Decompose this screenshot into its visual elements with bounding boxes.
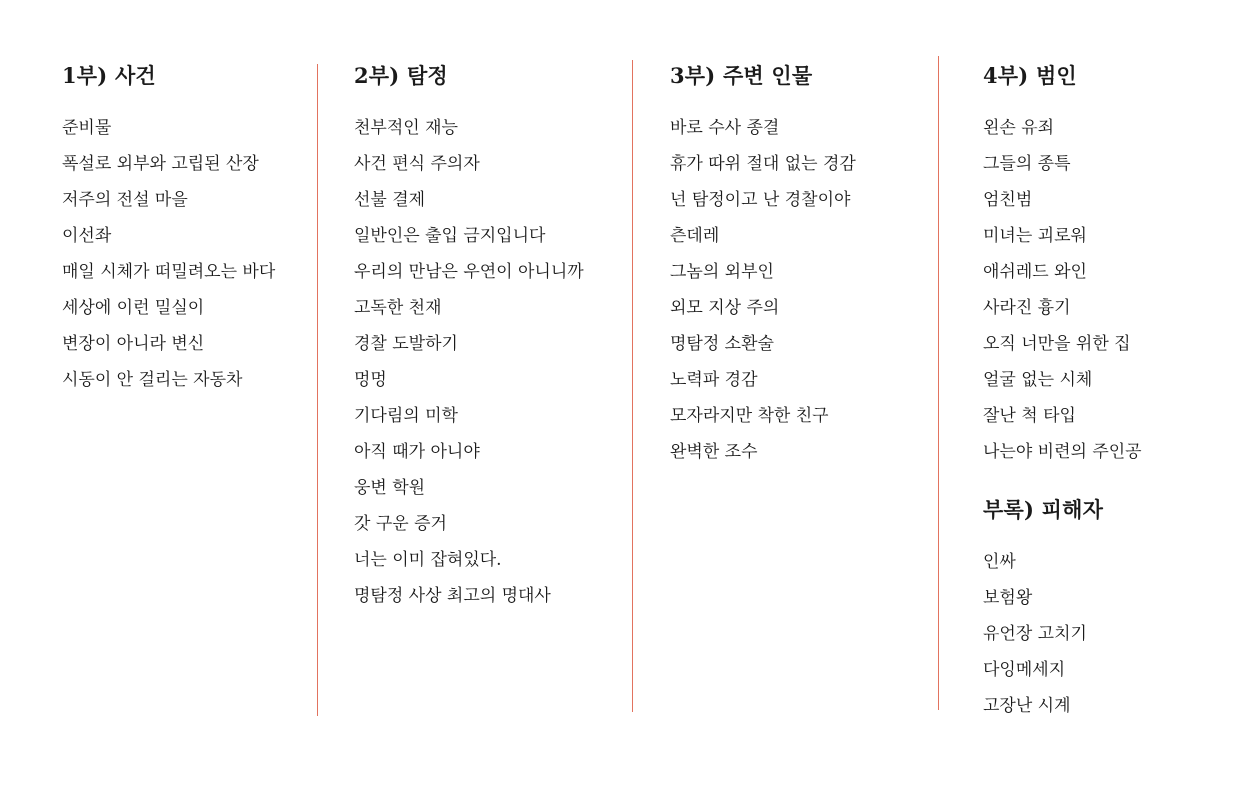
list-item: 왼손 유죄 (983, 118, 1055, 138)
list-item: 너는 이미 잡혀있다. (354, 550, 502, 570)
list-item: 휴가 따위 절대 없는 경감 (670, 154, 856, 174)
list-item: 사라진 흉기 (983, 298, 1071, 318)
list-item: 명탐정 소환술 (670, 334, 774, 354)
list-item: 아직 때가 아니야 (354, 442, 480, 462)
list-item: 고독한 천재 (354, 298, 442, 318)
list-item: 얼굴 없는 시체 (983, 370, 1093, 390)
list-item: 다잉메세지 (983, 660, 1066, 680)
list-item: 세상에 이런 밀실이 (62, 298, 205, 318)
list-item: 명탐정 사상 최고의 명대사 (354, 586, 551, 606)
appendix-list (983, 544, 1142, 724)
list-item: 멍멍 (354, 370, 387, 390)
list-item: 보험왕 (983, 588, 1033, 608)
list-item: 기다림의 미학 (354, 406, 458, 426)
list-item: 우리의 만남은 우연이 아니니까 (354, 262, 584, 282)
list-item: 그놈의 외부인 (670, 262, 774, 282)
list-item: 경찰 도발하기 (354, 334, 458, 354)
column-divider-1 (317, 64, 318, 716)
list-item: 인싸 (983, 552, 1016, 572)
list-item: 매일 시체가 떠밀려오는 바다 (62, 262, 276, 282)
list-item: 시동이 안 걸리는 자동차 (62, 370, 243, 390)
column-divider-2 (632, 60, 633, 712)
list-item: 그들의 종특 (983, 154, 1071, 174)
list-item: 오직 너만을 위한 집 (983, 334, 1131, 354)
list-item: 천부적인 재능 (354, 118, 458, 138)
list-item: 웅변 학원 (354, 478, 426, 498)
section-title: 2부) 탐정 (354, 63, 448, 88)
section-part-1 (62, 58, 275, 398)
item-list (670, 110, 856, 470)
item-list (983, 110, 1142, 470)
list-item: 애쉬레드 와인 (983, 262, 1087, 282)
list-item: 저주의 전설 마을 (62, 190, 188, 210)
item-list (354, 110, 584, 614)
list-item: 외모 지상 주의 (670, 298, 780, 318)
list-item: 유언장 고치기 (983, 624, 1087, 644)
item-list (62, 110, 275, 398)
list-item: 변장이 아니라 변신 (62, 334, 205, 354)
list-item: 일반인은 출입 금지입니다 (354, 226, 546, 246)
list-item: 엄친범 (983, 190, 1033, 210)
section-part-3 (670, 58, 856, 470)
list-item: 노력파 경감 (670, 370, 758, 390)
column-divider-3 (938, 56, 939, 710)
section-part-2 (354, 58, 584, 614)
list-item: 갓 구운 증거 (354, 514, 447, 534)
section-title: 4부) 범인 (983, 63, 1077, 88)
list-item: 모자라지만 착한 친구 (670, 406, 829, 426)
list-item: 선불 결제 (354, 190, 426, 210)
section-title: 3부) 주변 인물 (670, 63, 813, 88)
list-item: 완벽한 조수 (670, 442, 758, 462)
section-part-4 (983, 58, 1142, 724)
list-item: 준비물 (62, 118, 112, 138)
section-title: 1부) 사건 (62, 63, 156, 88)
list-item: 바로 수사 종결 (670, 118, 780, 138)
appendix-title: 부록) 피해자 (983, 497, 1104, 522)
list-item: 이선좌 (62, 226, 112, 246)
list-item: 고장난 시계 (983, 696, 1071, 716)
list-item: 츤데레 (670, 226, 720, 246)
list-item: 사건 편식 주의자 (354, 154, 480, 174)
list-item: 미녀는 괴로워 (983, 226, 1087, 246)
list-item: 폭설로 외부와 고립된 산장 (62, 154, 259, 174)
list-item: 잘난 척 타입 (983, 406, 1076, 426)
list-item: 넌 탐정이고 난 경찰이야 (670, 190, 851, 210)
list-item: 나는야 비련의 주인공 (983, 442, 1142, 462)
